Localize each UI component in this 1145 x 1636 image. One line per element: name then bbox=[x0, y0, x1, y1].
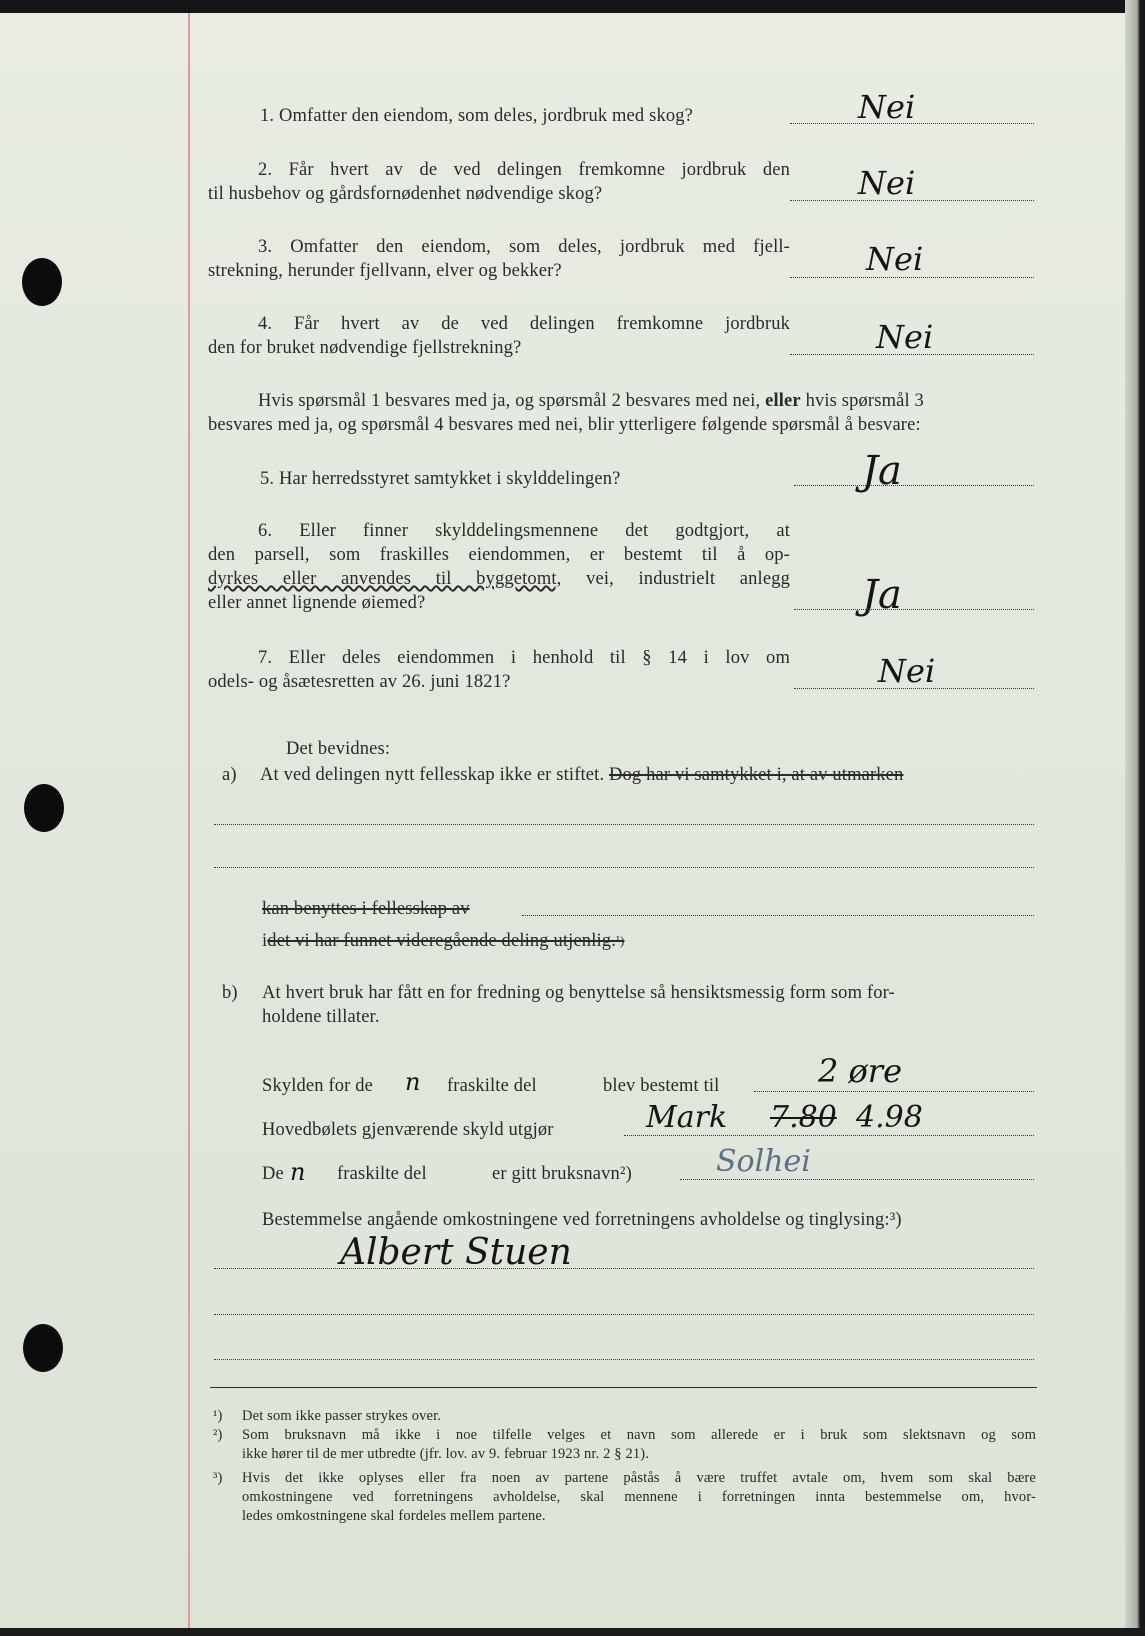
scan-edge-right bbox=[1125, 0, 1145, 1636]
question-1 bbox=[260, 104, 693, 128]
question-text: Får hvert av de ved delingen fremkomne jordbruk den bbox=[288, 160, 790, 180]
question-4 bbox=[208, 312, 790, 336]
question-text bbox=[208, 567, 790, 591]
item-b-text: At hvert bruk har fått en for fredning og benyttelse så hensiktsmessig form som for- bbox=[262, 983, 895, 1003]
struck-text: kan benyttes i fellesskap av bbox=[262, 899, 470, 919]
certification-heading: Det bevidnes: bbox=[286, 739, 391, 759]
question-text: strekning, herunder fjellvann, elver og bekker? bbox=[208, 261, 562, 281]
field-label: Skylden for de bbox=[262, 1076, 374, 1096]
field-label: fraskilte del bbox=[447, 1076, 537, 1096]
struck-text: Dog har vi samtykket i, at av utmarken bbox=[609, 765, 904, 785]
conditional-text bbox=[258, 389, 924, 413]
signature-handwritten: Albert Stuen bbox=[340, 1232, 572, 1273]
struck-text: det vi har funnet videregående deling utjenlig. bbox=[267, 931, 616, 951]
skyld-value-handwritten: 2 øre bbox=[818, 1052, 903, 1090]
question-5 bbox=[260, 467, 621, 491]
blank-line bbox=[214, 867, 1034, 868]
answer-handwritten: Nei bbox=[866, 240, 924, 278]
item-label-b: b) bbox=[222, 983, 238, 1003]
footnote-text: Det som ikke passer strykes over. bbox=[242, 1408, 442, 1424]
field-label: fraskilte del bbox=[337, 1164, 427, 1184]
footnote-mark: ¹) bbox=[213, 1408, 223, 1424]
punch-hole bbox=[22, 258, 62, 306]
footnote-text: ikke hører til de mer utbredte (jfr. lov. av 9. februar 1923 nr. 2 § 21). bbox=[242, 1446, 650, 1462]
question-text: Omfatter den eiendom, som deles, jordbruk med fjell- bbox=[290, 237, 790, 257]
blank-line bbox=[214, 1314, 1034, 1315]
question-text: den parsell, som fraskilles eiendommen, er bestemt til å op- bbox=[208, 545, 790, 565]
answer-handwritten: Nei bbox=[858, 164, 916, 202]
struck-value-handwritten: 7.80 bbox=[770, 1100, 837, 1135]
scan-edge-bottom bbox=[0, 1628, 1145, 1636]
scan-edge-top bbox=[0, 0, 1145, 13]
question-text: til husbehov og gårdsfornødenhet nødvendige skog? bbox=[208, 184, 603, 204]
blank-line bbox=[214, 1359, 1034, 1360]
margin-line bbox=[188, 13, 190, 1628]
question-2 bbox=[208, 158, 790, 182]
question-7 bbox=[208, 646, 790, 670]
question-number: 5. bbox=[260, 469, 275, 489]
conditional-text-part: Hvis spørsmål 1 besvares med ja, og spørsmål 2 besvares med nei, bbox=[258, 391, 761, 411]
item-label-a: a) bbox=[222, 765, 237, 785]
value-line bbox=[624, 1135, 1034, 1136]
hovedbol-value-handwritten: Mark bbox=[646, 1100, 728, 1135]
blank-line bbox=[214, 824, 1034, 825]
answer-line bbox=[794, 609, 1034, 610]
value-line bbox=[754, 1091, 1034, 1092]
question-text-underlined: dyrkes eller anvendes til byggetomt, bbox=[208, 569, 562, 589]
footnote-text: Som bruksnavn må ikke i noe tilfelle velges et navn som allerede er i bruk som slektsnavn og som bbox=[242, 1427, 1036, 1443]
footnote-text: omkostningene ved forretningens avholdelse, skal mennene i forretningen innta bestemmelse om, hvor- bbox=[242, 1489, 1036, 1505]
struck-line bbox=[262, 929, 625, 953]
handwritten-insert: n bbox=[405, 1068, 421, 1096]
question-text-part: vei, industrielt anlegg bbox=[586, 569, 791, 589]
conditional-text-bold: eller bbox=[765, 391, 801, 411]
value-line bbox=[680, 1179, 1034, 1180]
field-label: blev bestemt til bbox=[603, 1076, 720, 1096]
answer-handwritten: Ja bbox=[862, 572, 902, 618]
punch-hole bbox=[23, 1324, 63, 1372]
question-text: eller annet lignende øiemed? bbox=[208, 593, 426, 613]
question-number: 1. bbox=[260, 106, 275, 126]
question-number: 6. bbox=[258, 521, 273, 541]
answer-handwritten: Ja bbox=[862, 448, 902, 494]
hovedbol-value-handwritten: 4.98 bbox=[856, 1100, 923, 1135]
question-text: Har herredsstyret samtykket i skylddelingen? bbox=[278, 469, 621, 489]
footnote-mark: ²) bbox=[213, 1427, 223, 1443]
handwritten-insert: n bbox=[290, 1158, 306, 1186]
answer-handwritten: Nei bbox=[878, 652, 936, 690]
field-label: Hovedbølets gjenværende skyld utgjør bbox=[262, 1120, 554, 1140]
field-label: Bestemmelse angående omkostningene ved forretningens avholdelse og tinglysing:³) bbox=[262, 1210, 902, 1230]
answer-line bbox=[794, 485, 1034, 486]
text-part: i bbox=[262, 931, 268, 951]
question-number: 2. bbox=[258, 160, 273, 180]
question-6 bbox=[208, 519, 790, 543]
conditional-text-part: hvis spørsmål 3 bbox=[805, 391, 924, 411]
punch-hole bbox=[24, 784, 64, 832]
item-b-text: holdene tillater. bbox=[262, 1007, 380, 1027]
footnote-ref: ¹) bbox=[615, 933, 625, 948]
question-text: den for bruket nødvendige fjellstrekning? bbox=[208, 338, 522, 358]
footnote-text: Hvis det ikke oplyses eller fra noen av partene påstås å være truffet avtale om, hvem som skal bære bbox=[242, 1470, 1036, 1486]
question-text: Eller finner skylddelingsmennene det godtgjort, at bbox=[299, 521, 790, 541]
field-label: De bbox=[262, 1164, 284, 1184]
footnote-mark: ³) bbox=[213, 1470, 223, 1486]
footnote-text: ledes omkostningene skal fordeles mellem partene. bbox=[242, 1508, 546, 1524]
answer-handwritten: Nei bbox=[858, 88, 916, 126]
question-number: 7. bbox=[258, 648, 273, 668]
question-number: 4. bbox=[258, 314, 273, 334]
blank-line bbox=[522, 915, 1034, 916]
item-a-text bbox=[260, 763, 903, 787]
footnote-separator bbox=[210, 1387, 1037, 1388]
answer-handwritten: Nei bbox=[876, 318, 934, 356]
question-text: Får hvert av de ved delingen fremkomne jordbruk bbox=[294, 314, 790, 334]
blank-line bbox=[214, 1268, 1034, 1269]
conditional-text: besvares med ja, og spørsmål 4 besvares med nei, blir ytterligere følgende spørsmål å besvare: bbox=[208, 415, 921, 435]
bruksnavn-value-handwritten: Solhei bbox=[716, 1144, 811, 1179]
question-3 bbox=[208, 235, 790, 259]
question-number: 3. bbox=[258, 237, 273, 257]
field-label: er gitt bruksnavn²) bbox=[492, 1164, 632, 1184]
question-text: odels- og åsætesretten av 26. juni 1821? bbox=[208, 672, 511, 692]
question-text: Eller deles eiendommen i henhold til § 14 i lov om bbox=[288, 648, 790, 668]
question-text: Omfatter den eiendom, som deles, jordbruk med skog? bbox=[278, 106, 694, 126]
item-a-statement: At ved delingen nytt fellesskap ikke er stiftet. bbox=[260, 765, 605, 785]
